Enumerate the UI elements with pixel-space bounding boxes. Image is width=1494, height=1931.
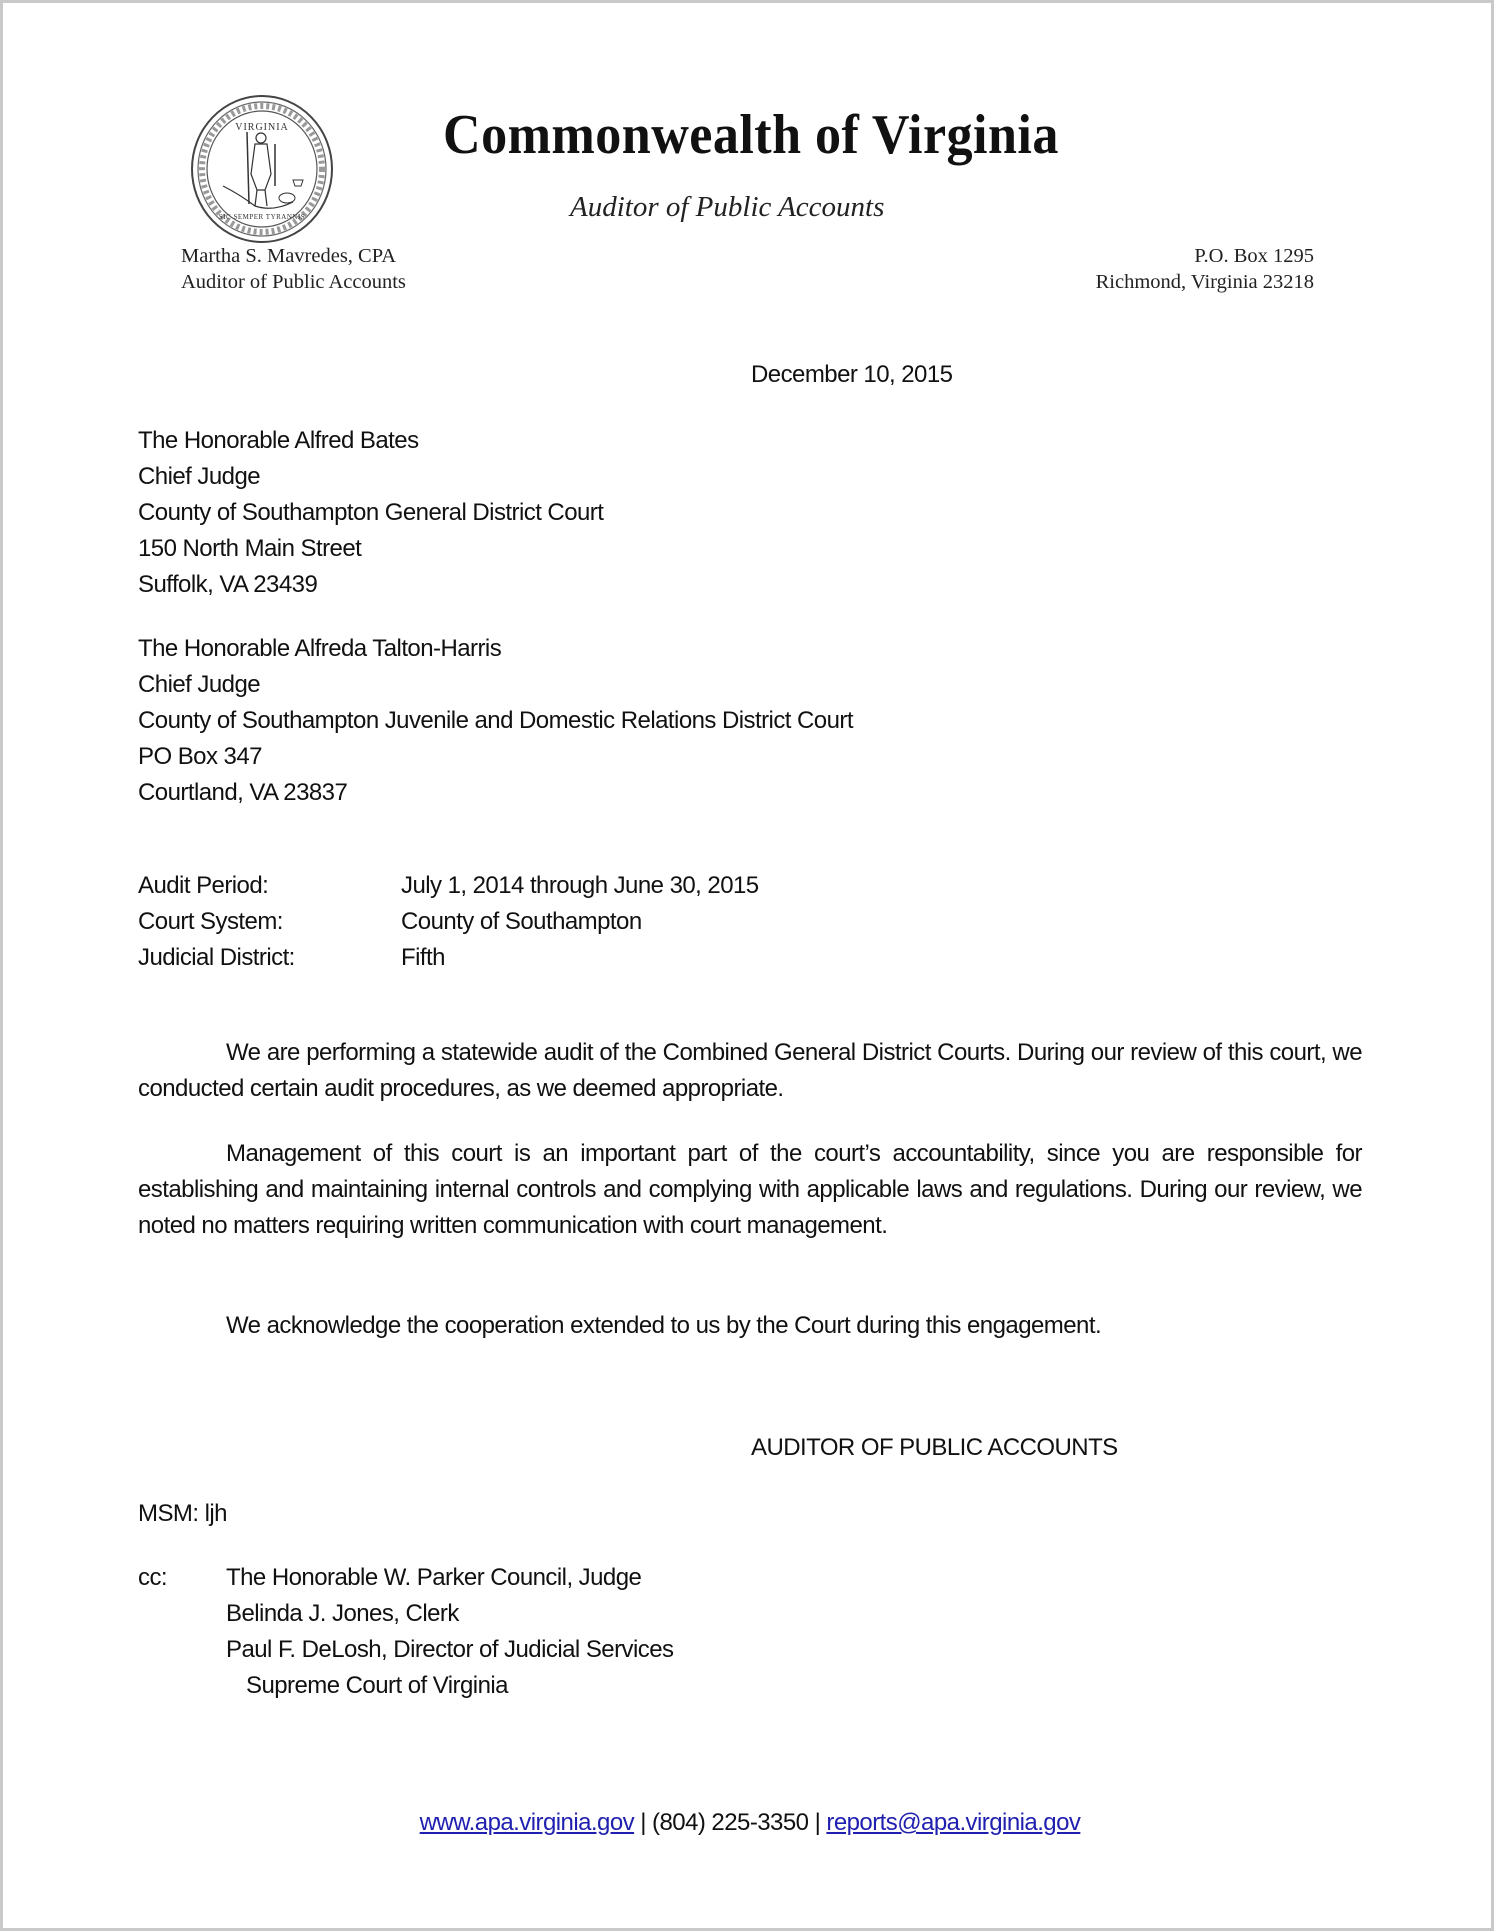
body-paragraph: [138, 1136, 1362, 1244]
cc-label: cc:: [138, 1564, 168, 1591]
office-address-line: Richmond, Virginia 23218: [1095, 271, 1314, 293]
cc-recipient: The Honorable W. Parker Council, Judge: [226, 1564, 642, 1591]
audit-info-value: Fifth: [401, 944, 445, 971]
recipient-line: Chief Judge: [138, 671, 261, 698]
footer-separator: |: [814, 1809, 821, 1836]
audit-info-label: Judicial District:: [138, 944, 295, 971]
recipient-line: Courtland, VA 23837: [138, 779, 348, 806]
body-paragraph: [138, 1035, 1362, 1107]
body-paragraph-text: We acknowledge the cooperation extended to us by the Court during this engagement.: [226, 1312, 1102, 1339]
cc-row: [138, 1560, 673, 1596]
recipient-line: Suffolk, VA 23439: [138, 571, 318, 598]
cc-recipient: Paul F. DeLosh, Director of Judicial Services: [226, 1636, 674, 1663]
audit-info-value: County of Southampton: [401, 908, 642, 935]
reference-initials: MSM: ljh: [138, 1500, 227, 1527]
cc-row: [138, 1668, 673, 1704]
body-paragraph: [138, 1308, 1362, 1344]
recipient-line: 150 North Main Street: [138, 535, 362, 562]
letter-footer: [3, 1809, 1494, 1837]
recipient-line: The Honorable Alfreda Talton-Harris: [138, 635, 502, 662]
cc-row: [138, 1632, 673, 1668]
cc-block: [138, 1560, 673, 1704]
virginia-state-seal-icon: [189, 94, 335, 244]
sender-role: Auditor of Public Accounts: [181, 271, 406, 293]
sender-block: [181, 243, 406, 295]
audit-info-block: [138, 868, 759, 976]
audit-info-label: Audit Period:: [138, 872, 269, 899]
recipient-address-block: [138, 631, 853, 811]
sender-name: Martha S. Mavredes, CPA: [181, 245, 397, 267]
body-paragraph-text: We are performing a statewide audit of the Combined General District Courts. During our review of this court, we conducted certain audit procedures, as we deemed appropriate.: [138, 1039, 1362, 1102]
recipient-line: PO Box 347: [138, 743, 262, 770]
office-address-block: [1096, 243, 1314, 295]
audit-info-row: [138, 904, 759, 940]
letterhead-subtitle: Auditor of Public Accounts: [570, 191, 885, 223]
recipient-line: Chief Judge: [138, 463, 261, 490]
phone-number: (804) 225-3350: [652, 1809, 809, 1836]
cc-recipient: Belinda J. Jones, Clerk: [226, 1600, 459, 1627]
svg-text:VIRGINIA: VIRGINIA: [235, 122, 289, 133]
footer-separator: |: [640, 1809, 646, 1836]
svg-text:SIC SEMPER TYRANNIS: SIC SEMPER TYRANNIS: [218, 213, 306, 221]
audit-info-value: July 1, 2014 through June 30, 2015: [401, 872, 759, 899]
recipient-address-block: [138, 423, 603, 603]
cc-row: [138, 1596, 673, 1632]
office-address-line: P.O. Box 1295: [1194, 245, 1314, 267]
letterhead-title: Commonwealth of Virginia: [443, 104, 1059, 166]
email-link[interactable]: reports@apa.virginia.gov: [826, 1809, 1081, 1836]
website-link[interactable]: www.apa.virginia.gov: [419, 1809, 635, 1836]
audit-info-row: [138, 868, 759, 904]
cc-recipient-affiliation: Supreme Court of Virginia: [246, 1672, 508, 1699]
signature-block: AUDITOR OF PUBLIC ACCOUNTS: [751, 1434, 1118, 1461]
body-paragraph-text: Management of this court is an important part of the court’s accountability, since you are responsible for establishing and maintaining internal controls and complying with applicable laws and regulations. During our review, we noted no matters requiring written communication with court management.: [138, 1140, 1362, 1239]
recipient-line: County of Southampton Juvenile and Domestic Relations District Court: [138, 707, 853, 734]
recipient-line: County of Southampton General District Court: [138, 499, 604, 526]
recipient-line: The Honorable Alfred Bates: [138, 427, 419, 454]
audit-info-label: Court System:: [138, 908, 283, 935]
audit-info-row: [138, 940, 759, 976]
letter-date: December 10, 2015: [751, 361, 953, 388]
